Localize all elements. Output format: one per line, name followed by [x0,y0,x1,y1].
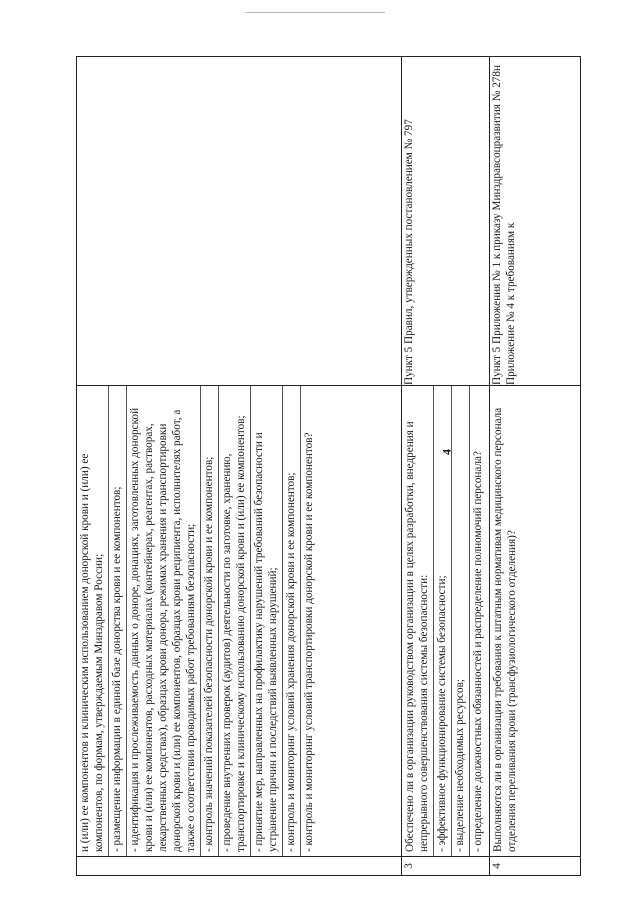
requirements-table [76,56,581,876]
row-number: 3 [402,857,490,876]
legal-basis-cell [77,57,402,386]
requirement-item: Обеспечено ли в организации руководством организации в целях разработки, внедрения и непрерывного совершенствования системы безопасности: [402,386,434,856]
scan-line [245,12,385,13]
requirement-cell [402,386,490,857]
legal-basis-cell: Пункт 5 Правил, утвержденных постановлением № 797 [402,57,490,386]
requirement-item: - проведение внутренних проверок (аудитов) деятельности по заготовке, хранению, транспортировке и клиническому использованию донорской крови и (или) ее компонентов; [219,386,251,856]
legal-basis-cell: Пункт 5 Приложения № 1 к приказу Минздравсоцразвития № 278н Приложение № 4 к требованиям к [490,57,581,386]
requirement-item: - контроль значений показателей безопасности донорской крови и ее компонентов; [201,386,219,856]
table-row [402,57,490,876]
row-number [77,857,402,876]
requirement-cell [77,386,402,857]
page-number: 4 [439,449,454,455]
table-row [77,57,402,876]
requirement-cell [490,386,581,857]
rotated-page [76,56,581,876]
table-row [490,57,581,876]
requirement-item: - контроль и мониторинг условий транспортировки донорской крови и ее компонентов? [303,432,315,852]
requirement-item: - эффективное функционирование системы безопасности; [434,386,452,856]
requirement-item: - выделение необходимых ресурсов; [452,386,470,856]
requirement-item: - размещение информации в единой базе донорства крови и ее компонентов; [109,386,127,856]
row-number: 4 [490,857,581,876]
requirement-item: - идентификация и прослеживаемость данных о доноре, донациях, заготовленных донорской крови и (или) ее компонентов, расходных материалах (контейнерах, реагентах, растворах, лекарственных средствах), образцах крови донора, режимах хранения и транспортировки донорской крови и (или) ее компонентов, образцах крови реципиента, исполнителях работ, а также о соответствии проводимых работ требованиям безопасности; [127,386,201,856]
requirement-item: - контроль и мониторинг условий хранения донорской крови и ее компонентов; [283,386,301,856]
requirement-item: - определение должностных обязанностей и распределение полномочий персонала? [472,451,484,852]
requirement-item: - принятие мер, направленных на профилактику нарушений требований безопасности и устранение причин и последствий выявленных нарушений; [251,386,283,856]
requirement-item: и (или) ее компонентов и клиническим использованием донорской крови и (или) ее компонентов, по формам, утверждаемым Минздравом России; [77,386,109,856]
requirement-item: Выполняются ли в организации требования к штатным нормативам медицинского персонала отделения переливания крови (трансфузиологического отделения)? [492,407,518,852]
